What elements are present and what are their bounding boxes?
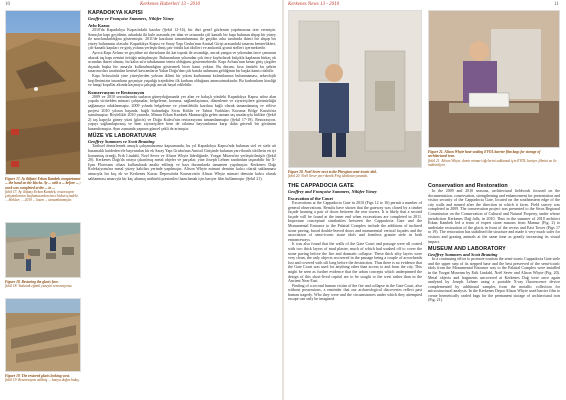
- right-article2-para1: In the 2009 and 2010 seasons, architectural fieldwork focused on the documentation, conservation, strengthening and enhancement for presentation and visitor security of the Cappadocia Gate, located on the southeastern edge of the city walls and named after the direction in which it faces. Field survey was completed in 2009. The conservation project was presented to the Sivas Regional Commission on the Conservation of Cultural and Natural Property, under whose jurisdiction Kerkenes Dağ falls, in 2010. Thus in the summer of 2010 architect Erkan Kambek led a team of expert stone masons from Mansur (Fig. 2) to undertake restoration of the glacis in front of the recess and East Tower (Figs 17 to 19). The restoration has stabilised the structure and made it very much safer for visitors and grazing animals at the same time as greatly increasing its visual impact.: [428, 188, 560, 244]
- right-article-column-1: [288, 183, 422, 398]
- figure-18-photo: [5, 222, 81, 278]
- figure-19-caption-en: Figure 19. The restored glacis looking west.: [5, 374, 70, 378]
- right-article2-title: Conservation and Restoration: [428, 183, 508, 189]
- figure-18-caption-en: Figure 18. Restoring the glacis face.: [5, 280, 59, 284]
- figure-21-caption-tr: Şekil 21. Alison Whyte, demir mimari öğelerini saklamak için EVOL bariyer filmini ısı ile mühürlüyor.: [428, 158, 557, 167]
- right-page-number: 11: [554, 2, 559, 7]
- figure-20-photo: [288, 10, 422, 168]
- right-page: [284, 0, 566, 400]
- figure-17-marker-a: [11, 161, 19, 167]
- figure-17-caption-en: Figure 17. Ay iltifatci Erkan Kambek compartment ... the hand on the blocks. Ay ... with a ... before ... ; work was completed at the ... in ...: [5, 177, 81, 190]
- figure-18-caption: [5, 280, 81, 294]
- right-article3-authors: Geoffrey Summers and Scott Branting: [428, 252, 498, 258]
- figure-21-caption-en: Figure 21. Alison Whyte heat-sealing EVOL barrier film bags for storage of architectural iron.: [428, 150, 541, 159]
- right-article1-para1: Excavations at the Cappadocia Gate in 2010 (Figs 12 to 16) permit a number of general observations. Results have shown that the gateway was closed by a timber façade housing a pair of doors between the rear towers. It is likely that a second façade will be found at the inner end when excavations are completed in 2011. Important conceptual similarities between the Cappadocia Gate and the Monumental Entrance to the Palatial Complex include the additions of inclined stone paving, broad double-leaved doors and monumental vertical façades and the association of semi-iconic stone idols and formless granite stele in both entranceways.: [288, 200, 422, 242]
- right-article3-title: MUSEUM AND LABORATORY: [428, 246, 506, 253]
- left-article1-para3: Kapı Avlusu'nda yine yüzeylerden yoksun iklimi bir yıkım kurbanının kalıntılarının bulunmaması, arkeolojik keşiflerimizin insanların geçmişte yaşadığı trajediden ilk kurbanı olduğunu anımsatmaktadır. Bu kurbanların kimliği ve hangi koşullar altında kaçmaya çalıştığı ancak hayal edilebilir.: [88, 72, 276, 88]
- right-article3-para1: In a continuing effort to promote tourism the semi-iconic Cappadocia Gate stele and the upper step of its stepped base and the best preserved of the semi-iconic idols from the Monumental Entrance way to the Palatial Complex were installed in the Yozgat Museum by Erik Lindahl, Noël Sever and Alison Whyte (Fig. 20). Metal objects and fragments uncovered at Kerkenes Dağ were once again analyzed by Joseph Lehner using a portable X-ray fluorescence device complemented by additional samples from the metallic collection for microstructural analysis. In the Kerkenes Depot Alison Whyte used barrier film to create hermetically sealed bags for the permanent storage of architectural iron (Fig. 21).: [428, 256, 560, 303]
- right-article-column-2: [428, 183, 560, 398]
- figure-21-caption: [428, 150, 560, 180]
- left-article1-para4: 2009 ve 2010 sezonlarında surların güneydoğusunda yer alan ve bakışlı yöndeki Kapadokya Kapısı adını alan yapıda virtüelden mimari çalışmalar, belgeleme, koruma, sağlamlaştırma, düzenleme ve ziyaretçilere görünürlüğü sağlamaya odaklanmıştır. 2009 yılında belgeleme ve yönetilebilir kazılara bağlı olarak tamamlanmış ve rölöve projesi 2010 yılının başında, bağlı bulunduğu Sivas Kültür ve Tabiat Varlıkları Koruma Bölge Kurulu'na sunulmuştur. Böylelikle 2010 yazında, Mimar Erkan Kambek Mansuroğlu gelen uzman taş ustalarıyla birlikte (Şekil 2) taş kapıyla güney yüzü (glacis) ve Doğu Kulesi'nin restorasyonu tamamlanmıştır (Şekil 17-19). Restorasyon, yapıyı sağlamlaştırmış ve hem ziyaretçilere hem de otlatma hayvanlarına karşı daha güvenli bir görünüm kazandırmıştır. Aynı zamanda yapının güncel şekli de artmıştır.: [88, 93, 276, 131]
- figure-17-marker-b: [11, 129, 19, 135]
- left-running-head: Kerkenes Haberleri 13 - 2010: [140, 2, 200, 7]
- right-article1-title: THE CAPPADOCIA GATE: [288, 183, 354, 189]
- left-article1-subtitle2: Konservasyon ve Restorasyon: [88, 89, 145, 95]
- figure-21-photo: [428, 10, 560, 148]
- left-article-column: [88, 10, 276, 396]
- left-article2-authors: Geoffrey Summers ve Scott Branting: [88, 139, 155, 145]
- figure-20-caption: [288, 170, 422, 180]
- figure-17-photo: [5, 10, 81, 175]
- figure-19-caption: [5, 374, 81, 398]
- left-article1-subtitle: Avlu Kazısı: [88, 23, 110, 28]
- right-article1-para2: It was also found that the walls of the Gate Court and passage were all coated with two thick layers of mud plaster, much of which had washed off to cover the stone paving before the fire and dramatic collapse. These thick silty layers were very clean, the only objects recovered in the passage being a couple of arrowheads lost and covered with silt long before the destruction. Thus there is no evidence that the Gate Court was used for anything other than access to and from the city. This might be seen as further evidence that the urban concepts which underpinned the design of this short-lived capital are to be sought to the west rather than in the Ancient Near East.: [288, 241, 422, 284]
- left-article2-para1: Tarihsel demirlemek amaçlı çalışmalarımız kapsamında, bu yıl Kapadokya Kapısı'nda bulunan stel ve stele ait basamaklı kaideden ele başvurulan bir ek Saray Yapı Grubu'nun Anıtsal Girişinde bulunan yarı-ikonik idollerin en iyi korunmuş örneği, Erik Lindahl, Noel Sever ve Alison Whyte liderliğinde, Yozgat Müzesi'ne yerleştirilmiştir (Şekil 20). Kerkenes Dağı'da ortaya çıkarılmış metal objeler ve parçalar, yine Joseph Lehner tarafından taşınabilir bir X-Işını Floresans cihazı kullanılarak analiz edilmiş ve bazı durumlarda tamamen yapılmıştır. Kerkenes Dağı Koleksiyonu'na metal yüzey kalıtları yerinde yapılmıştır. Alison Whyte mimari demirin kalıcı olarak saklanması amacıyla bir kaç ek ve Kerkenes Kazısı Deposu'nda Konservatör Alison Whyte mimari demirin kalıcı olarak saklanması amacıyla bir kaç alınmış mühürlü prestonleri hazırlamak için bariyer film kullanmıştır (Şekil 21).: [88, 143, 276, 181]
- left-article1-title: KAPADOKYA KAPISI: [88, 10, 143, 16]
- right-article1-subtitle: Excavation of the Court: [288, 196, 333, 201]
- left-article1-para1: 2010'da Kapadokya Kapısı'ndaki kazılar (Şekil 12-16), bir dizi genel gözlemin yapılmasına izin vermiştir. Sonuçlar kapı geçidinin, arkadaki iki kule arasında yer alan ve ortasında çift kanatlı bir kapı bulunan ahşap bir yüzey ile sınırlandırıldığını göstermiştir. 2011'de kazıların tamamlanması ile geçidin arka tarafında ikinci bir ahşap bir yüzey bulunması olasıdır. Kapadokya Kapısı ve Saray Yapı Grubu'nun Anıtsal Girişi arasındaki tasarım benzerlikleri, çift-kanatlı kapıları ve giriş yoluna yerleştirilmiş çatı-örtülü kat idolleri ve anıkonik granit stelleri içermektedir.: [88, 27, 276, 51]
- figure-17-caption: [5, 177, 81, 219]
- figure-20-caption-en: Figure 20. Noël Sever next to the Phrygian semi-iconic idol.: [288, 170, 377, 174]
- left-page-number: 10: [5, 2, 10, 7]
- figure-17-caption-tr: Şekil 17. Ay iltifatçı Erkan Kambek, restorasyon çalışmalarının başlamasından önce bidon içindeki ... bloklar; ... 2010 ... kısım ... tamamlanmıştır.: [5, 189, 78, 203]
- figure-18-caption-tr: Şekil 18. Yaslanık eğimli yüzeyin restorasyonu.: [5, 284, 73, 289]
- left-page: [0, 0, 282, 400]
- right-article1-para3: Finding of a second human victim of the fire and collapse in the Gate Court, also without possessions, a reminder that our archaeological discoveries reflect past human tragedy. Who they were and the circumstances under which they attempted escape can only be imagined.: [288, 282, 422, 302]
- left-article2-title: MÜZE VE LABORATUVAR: [88, 133, 157, 140]
- figure-17-image: [6, 11, 81, 175]
- figure-20-image: [289, 11, 422, 168]
- figure-19-photo: [5, 298, 81, 372]
- figure-20-caption-tr: Şekil 20. Noël Sever yarı-ikonik Frig idolünün yanında.: [288, 174, 368, 179]
- right-article1-authors: Geoffrey and Françoise Summers, Nilüfer Yöney: [288, 189, 377, 194]
- left-article1-para2: Ayrıca Kapı Avlusu ve geçidine ait duvarların iki kat toprak ile sıvandığı, ancak yangın ve yıkımdan önce çamurun akarak taş kapı zemini örttüğü anlaşılmıştır. Bulunanların yıkımdan çok önce kaybolarak balçıkla kaplanan birkaç ok ucundan ibaret olması, bu kalın sıfır tabakasının temiz olduğunu göstermektedir. Kapı Avlusu'nun kenar giriş çizgiler dışında başka bir ansayla kullanılmadığını göstermek birer kanıt yoktur. Bu durum, kısa ömürlü bu şehrin tasarımcıları tarafından kentsel kavramların Yakın Doğu'dan çok batıda anlamına geldiğinin bir başka kanıtı olabilir.: [88, 49, 276, 74]
- right-running-head: Kerkenes News 13 - 2010: [288, 2, 340, 7]
- figure-21-image: [429, 11, 560, 148]
- left-article1-authors: Geoffrey ve Françoise Summers, Nilüfer Yöney: [88, 16, 174, 21]
- figure-19-caption-tr: Şekil 19. Restorasyon edilmiş ... batıya doğru bakış.: [5, 378, 80, 383]
- figure-19-image: [6, 299, 81, 372]
- figure-18-image: [6, 223, 81, 278]
